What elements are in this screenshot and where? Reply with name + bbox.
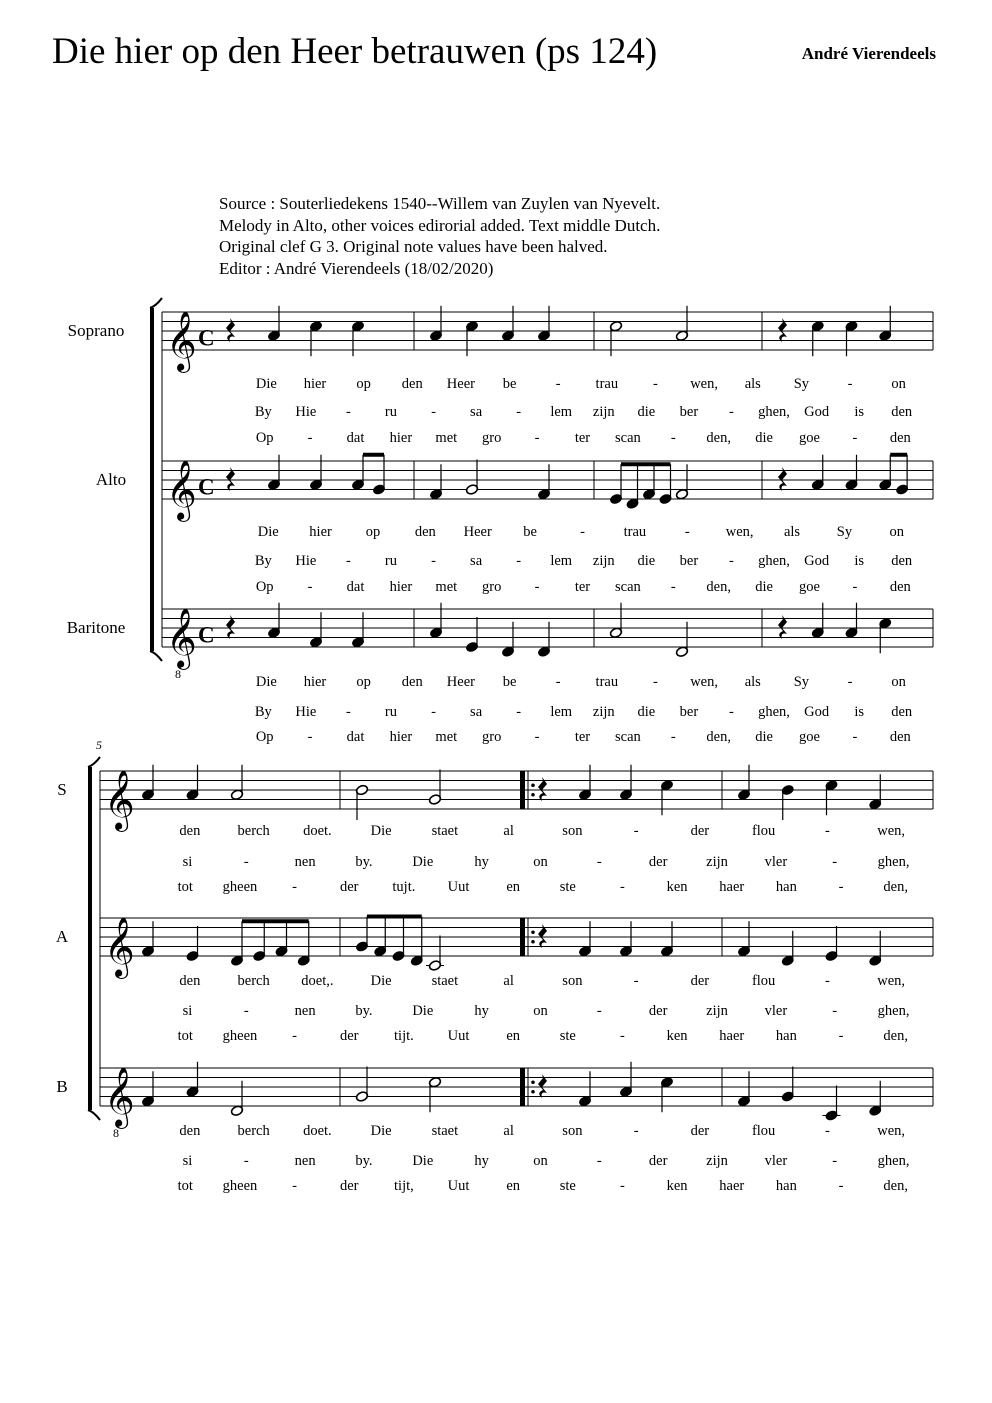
lyric-syllable: gro [482, 729, 502, 745]
lyric-syllable: als [744, 674, 761, 690]
lyric-syllable: gheen [222, 1178, 258, 1194]
lyric-syllable: - [596, 1003, 602, 1019]
lyric-syllable: met [435, 729, 458, 745]
lyric-syllable: - [596, 854, 602, 870]
lyric-syllable: - [534, 729, 540, 745]
lyric-syllable: - [345, 553, 351, 569]
lyric-syllable: - [243, 1003, 249, 1019]
lyric-syllable: - [620, 1178, 625, 1194]
lyric-syllable: gro [482, 579, 502, 595]
lyric-syllable: op [356, 674, 371, 690]
lyric-syllable: - [516, 553, 522, 569]
lyric-syllable: ste [559, 1028, 576, 1044]
lyric-syllable: hy [474, 1153, 489, 1169]
lyric-syllable: ter [574, 729, 591, 745]
lyric-syllable: ber [679, 404, 699, 420]
lyric-syllable: on [891, 674, 906, 690]
repeat-dot [531, 940, 535, 944]
lyric-syllable: God [804, 404, 830, 420]
lyric-syllable: - [620, 1028, 625, 1044]
lyric-syllable: den, [883, 879, 908, 895]
lyric-syllable: - [852, 579, 858, 595]
lyric-syllable: ru [384, 704, 398, 720]
lyric-syllable: als [783, 524, 801, 540]
lyric-syllable: den [889, 579, 911, 595]
lyric-syllable: wen, [877, 973, 906, 989]
lyric-syllable: vler [764, 1003, 788, 1019]
treble-clef-icon: 𝄞 [166, 313, 197, 370]
lyric-syllable: hier [389, 579, 413, 595]
lyric-syllable: den [401, 674, 423, 690]
lyric-syllable: der [690, 1123, 710, 1139]
repeat-dot [531, 783, 535, 787]
lyric-syllable: der [339, 879, 359, 895]
lyric-syllable: als [744, 376, 761, 392]
lyric-syllable: den, [883, 1178, 908, 1194]
system-bracket [88, 767, 92, 1110]
lyric-syllable: hier [389, 430, 413, 446]
lyric-syllable: flou [751, 823, 776, 839]
lyric-syllable: ghen, [758, 553, 790, 569]
lyric-syllable: haer [719, 879, 745, 895]
staff-label: Alto [95, 470, 127, 489]
lyric-syllable: staet [431, 1123, 459, 1139]
lyric-syllable: - [534, 430, 540, 446]
lyric-syllable: met [435, 430, 458, 446]
lyric-syllable: hier [309, 524, 332, 540]
lyric-syllable: by. [355, 1153, 373, 1169]
lyric-syllable: by. [355, 854, 373, 870]
lyric-syllable: ghen, [758, 404, 790, 420]
lyric-syllable: Die [370, 823, 392, 839]
lyric-syllable: den, [706, 579, 731, 595]
lyric-syllable: den [891, 704, 913, 720]
lyric-syllable: Op [255, 430, 274, 446]
lyric-syllable: wen, [690, 674, 719, 690]
lyric-syllable: - [847, 674, 853, 690]
lyric-syllable: - [534, 579, 540, 595]
lyric-syllable: den [891, 404, 913, 420]
lyric-syllable: - [243, 1153, 249, 1169]
lyric-syllable: on [889, 524, 905, 540]
lyric-syllable: - [555, 376, 561, 392]
lyric-syllable: der [648, 1003, 668, 1019]
lyric-syllable: - [729, 404, 734, 420]
lyric-syllable: der [648, 1153, 668, 1169]
lyric-syllable: goe [799, 729, 820, 745]
lyric-syllable: - [292, 879, 298, 895]
lyric-syllable: dat [346, 430, 365, 446]
composer-name: André Vierendeels [801, 44, 936, 63]
lyric-syllable: - [431, 704, 436, 720]
lyric-syllable: han [775, 879, 797, 895]
lyric-syllable: son [562, 823, 583, 839]
lyric-syllable: Hie [295, 404, 317, 420]
lyric-syllable: - [852, 729, 858, 745]
lyric-syllable: nen [294, 1003, 316, 1019]
lyric-syllable: Die [412, 854, 434, 870]
lyric-syllable: zijn [706, 1003, 728, 1019]
lyric-syllable: die [637, 704, 656, 720]
lyric-syllable: - [307, 729, 313, 745]
lyric-syllable: den, [883, 1028, 908, 1044]
lyric-syllable: den [414, 524, 436, 540]
lyric-syllable: ste [559, 879, 576, 895]
lyric-syllable: tot [177, 1028, 193, 1044]
lyric-syllable: tot [177, 879, 193, 895]
lyric-syllable: den [401, 376, 423, 392]
lyric-syllable: - [516, 704, 522, 720]
staff-label: B [56, 1077, 68, 1096]
lyric-syllable: wen, [877, 1123, 906, 1139]
lyric-syllable: zijn [592, 553, 615, 569]
lyric-syllable: - [847, 376, 853, 392]
lyric-syllable: ken [666, 1028, 688, 1044]
lyric-syllable: - [824, 823, 830, 839]
lyric-syllable: - [653, 376, 658, 392]
lyric-syllable: nen [294, 1153, 316, 1169]
lyric-syllable: - [243, 854, 249, 870]
lyric-syllable: ter [574, 579, 591, 595]
lyric-syllable: al [503, 1123, 514, 1139]
lyric-syllable: hier [303, 674, 327, 690]
repeat-barline [520, 771, 525, 809]
staff-label: A [55, 927, 69, 946]
lyric-syllable: trau [623, 524, 647, 540]
lyric-syllable: - [684, 524, 690, 540]
lyric-syllable: met [435, 579, 458, 595]
lyric-syllable: der [339, 1178, 359, 1194]
lyric-syllable: Die [412, 1153, 434, 1169]
lyric-syllable: be [523, 524, 537, 540]
lyric-syllable: haer [719, 1028, 745, 1044]
lyric-syllable: lem [550, 704, 573, 720]
lyric-syllable: ste [559, 1178, 576, 1194]
lyric-syllable: - [633, 1123, 639, 1139]
lyric-syllable: - [824, 1123, 830, 1139]
lyric-syllable: on [533, 1003, 548, 1019]
lyric-syllable: die [637, 553, 656, 569]
treble-clef-icon: 𝄞 [104, 1069, 135, 1126]
lyric-syllable: ghen, [758, 704, 790, 720]
lyric-syllable: den [179, 1123, 201, 1139]
lyric-syllable: - [431, 404, 436, 420]
lyric-syllable: Heer [446, 376, 475, 392]
octave-clef-mark: 8 [175, 667, 181, 681]
repeat-barline [520, 1068, 525, 1106]
lyric-syllable: goe [799, 579, 820, 595]
lyric-syllable: Hie [295, 553, 317, 569]
lyric-syllable: Die [412, 1003, 434, 1019]
lyric-syllable: - [824, 973, 830, 989]
lyric-syllable: on [891, 376, 906, 392]
lyric-syllable: - [345, 404, 351, 420]
lyric-syllable: - [832, 854, 838, 870]
lyric-syllable: - [307, 579, 313, 595]
note-line: Original clef G 3. Original note values have been halved. [219, 237, 608, 256]
lyric-syllable: - [653, 674, 658, 690]
lyric-syllable: si [182, 1153, 193, 1169]
lyric-syllable: - [838, 1178, 844, 1194]
lyric-syllable: on [533, 1153, 548, 1169]
repeat-barline [520, 918, 525, 956]
lyric-syllable: vler [764, 854, 788, 870]
lyric-syllable: Sy [793, 376, 810, 392]
lyric-syllable: son [562, 1123, 583, 1139]
lyric-syllable: - [292, 1178, 298, 1194]
lyric-syllable: - [670, 430, 676, 446]
lyric-syllable: den [179, 973, 201, 989]
lyric-syllable: Uut [447, 1028, 470, 1044]
lyric-syllable: - [292, 1028, 298, 1044]
lyric-syllable: doet. [303, 1123, 332, 1139]
lyric-syllable: God [804, 553, 830, 569]
lyric-syllable: si [182, 854, 193, 870]
lyric-syllable: - [516, 404, 522, 420]
lyric-syllable: - [555, 674, 561, 690]
lyric-syllable: scan [615, 729, 641, 745]
treble-clef-icon: 𝄞 [166, 610, 197, 667]
lyric-syllable: Heer [446, 674, 475, 690]
lyric-syllable: tujt. [392, 879, 416, 895]
lyric-syllable: staet [431, 823, 459, 839]
lyric-syllable: al [503, 973, 514, 989]
lyric-syllable: der [690, 823, 710, 839]
lyric-syllable: nen [294, 854, 316, 870]
lyric-syllable: tot [177, 1178, 193, 1194]
lyric-syllable: hy [474, 854, 489, 870]
lyric-syllable: han [775, 1178, 797, 1194]
repeat-dot [531, 1080, 535, 1084]
lyric-syllable: - [852, 430, 858, 446]
lyric-syllable: trau [595, 376, 619, 392]
lyric-syllable: is [854, 704, 864, 720]
lyric-syllable: der [648, 854, 668, 870]
lyric-syllable: Op [255, 579, 274, 595]
repeat-dot [531, 930, 535, 934]
repeat-dot [531, 793, 535, 797]
lyric-syllable: - [670, 579, 676, 595]
lyric-syllable: Die [255, 674, 277, 690]
lyric-syllable: wen, [877, 823, 906, 839]
lyric-syllable: trau [595, 674, 619, 690]
lyric-syllable: hier [389, 729, 413, 745]
lyric-syllable: tijt. [394, 1028, 414, 1044]
lyric-syllable: sa [470, 553, 483, 569]
note-line: Melody in Alto, other voices edirorial added. Text middle Dutch. [219, 215, 661, 235]
lyric-syllable: berch [237, 823, 270, 839]
lyric-syllable: scan [615, 430, 641, 446]
lyric-syllable: den, [706, 729, 731, 745]
lyric-syllable: Heer [463, 524, 492, 540]
lyric-syllable: den [889, 729, 911, 745]
lyric-syllable: op [365, 524, 381, 540]
lyric-syllable: - [345, 704, 351, 720]
lyric-syllable: tijt, [394, 1178, 414, 1194]
lyric-syllable: sa [470, 404, 483, 420]
lyric-syllable: den [891, 553, 913, 569]
lyric-syllable: Die [255, 376, 277, 392]
lyric-syllable: by. [355, 1003, 373, 1019]
bracket-hook [150, 651, 162, 661]
lyric-syllable: on [533, 854, 548, 870]
page-title: Die hier op den Heer betrauwen (ps 124) [52, 31, 658, 72]
lyric-syllable: - [729, 553, 734, 569]
octave-clef-mark: 8 [113, 1126, 119, 1140]
lyric-syllable: - [307, 430, 313, 446]
lyric-syllable: is [854, 553, 864, 569]
lyric-syllable: flou [751, 973, 776, 989]
staff-label: Baritone [66, 618, 126, 637]
lyric-syllable: Die [370, 973, 392, 989]
lyric-syllable: ken [666, 1178, 688, 1194]
lyric-syllable: Die [370, 1123, 392, 1139]
lyric-syllable: be [502, 674, 517, 690]
lyric-syllable: - [633, 823, 639, 839]
lyric-syllable: der [690, 973, 710, 989]
measure-number: 5 [96, 738, 102, 752]
lyric-syllable: den [179, 823, 201, 839]
lyric-syllable: al [503, 823, 514, 839]
lyric-syllable: ghen, [877, 1153, 910, 1169]
lyric-syllable: ru [384, 553, 398, 569]
lyric-syllable: - [620, 879, 625, 895]
note-line: Source : Souterliedekens 1540--Willem van Zuylen van Nyevelt. [219, 194, 661, 213]
staff-label: Soprano [67, 321, 125, 340]
common-time-icon: C [198, 474, 215, 500]
lyric-syllable: berch [237, 973, 270, 989]
lyric-syllable: die [755, 729, 773, 745]
lyric-syllable: hier [303, 376, 327, 392]
lyric-syllable: - [838, 879, 844, 895]
note-line: Editor : André Vierendeels (18/02/2020) [219, 258, 494, 278]
treble-clef-icon: 𝄞 [104, 772, 135, 829]
lyric-syllable: zijn [592, 704, 615, 720]
lyric-syllable: dat [346, 579, 365, 595]
lyric-syllable: ber [679, 553, 699, 569]
lyric-syllable: berch [237, 1123, 270, 1139]
lyric-syllable: ber [679, 704, 699, 720]
lyric-syllable: is [854, 404, 864, 420]
lyric-syllable: staet [431, 973, 459, 989]
lyric-syllable: en [506, 879, 521, 895]
lyric-syllable: wen, [725, 524, 754, 540]
lyric-syllable: be [502, 376, 517, 392]
bracket-hook [150, 298, 162, 308]
lyric-syllable: By [254, 404, 272, 420]
lyric-syllable: Uut [447, 1178, 470, 1194]
lyric-syllable: By [254, 704, 272, 720]
lyric-syllable: han [775, 1028, 797, 1044]
lyric-syllable: - [832, 1003, 838, 1019]
lyric-syllable: ken [666, 879, 688, 895]
lyric-syllable: die [755, 430, 773, 446]
lyric-syllable: Uut [447, 879, 470, 895]
lyric-syllable: en [506, 1028, 521, 1044]
lyric-syllable: vler [764, 1153, 788, 1169]
lyric-syllable: der [339, 1028, 359, 1044]
lyric-syllable: Op [255, 729, 274, 745]
lyric-syllable: die [637, 404, 656, 420]
lyric-syllable: hy [474, 1003, 489, 1019]
lyric-syllable: - [633, 973, 639, 989]
treble-clef-icon: 𝄞 [166, 462, 197, 519]
lyric-syllable: gheen [222, 1028, 258, 1044]
lyric-syllable: - [832, 1153, 838, 1169]
common-time-icon: C [198, 325, 215, 351]
bracket-hook [88, 1110, 100, 1120]
lyric-syllable: zijn [592, 404, 615, 420]
lyric-syllable: sa [470, 704, 483, 720]
lyric-syllable: haer [719, 1178, 745, 1194]
lyric-syllable: doet,. [301, 973, 334, 989]
system-bracket [150, 308, 154, 651]
lyric-syllable: scan [615, 579, 641, 595]
lyric-syllable: - [729, 704, 734, 720]
lyric-syllable: Sy [836, 524, 853, 540]
lyric-syllable: gheen [222, 879, 258, 895]
lyric-syllable: By [254, 553, 272, 569]
lyric-syllable: gro [482, 430, 502, 446]
treble-clef-icon: 𝄞 [104, 919, 135, 976]
lyric-syllable: wen, [690, 376, 719, 392]
lyric-syllable: den, [706, 430, 731, 446]
lyric-syllable: God [804, 704, 830, 720]
lyric-syllable: si [182, 1003, 193, 1019]
lyric-syllable: zijn [706, 1153, 728, 1169]
lyric-syllable: ghen, [877, 854, 910, 870]
lyric-syllable: en [506, 1178, 521, 1194]
repeat-dot [531, 1090, 535, 1094]
lyric-syllable: - [580, 524, 585, 540]
lyric-syllable: - [596, 1153, 602, 1169]
lyric-syllable: Die [257, 524, 279, 540]
lyric-syllable: - [431, 553, 436, 569]
lyric-syllable: ghen, [877, 1003, 910, 1019]
lyric-syllable: dat [346, 729, 365, 745]
lyric-syllable: zijn [706, 854, 728, 870]
lyric-syllable: - [838, 1028, 844, 1044]
lyric-syllable: die [755, 579, 773, 595]
lyric-syllable: doet. [303, 823, 332, 839]
lyric-syllable: op [356, 376, 371, 392]
lyric-syllable: lem [550, 404, 573, 420]
lyric-syllable: flou [751, 1123, 776, 1139]
lyric-syllable: Sy [793, 674, 810, 690]
lyric-syllable: Hie [295, 704, 317, 720]
lyric-syllable: lem [550, 553, 573, 569]
staff-label: S [57, 780, 67, 799]
lyric-syllable: son [562, 973, 583, 989]
common-time-icon: C [198, 622, 215, 648]
lyric-syllable: den [889, 430, 911, 446]
lyric-syllable: ter [574, 430, 591, 446]
lyric-syllable: ru [384, 404, 398, 420]
bracket-hook [88, 757, 100, 767]
lyric-syllable: - [670, 729, 676, 745]
lyric-syllable: goe [799, 430, 820, 446]
